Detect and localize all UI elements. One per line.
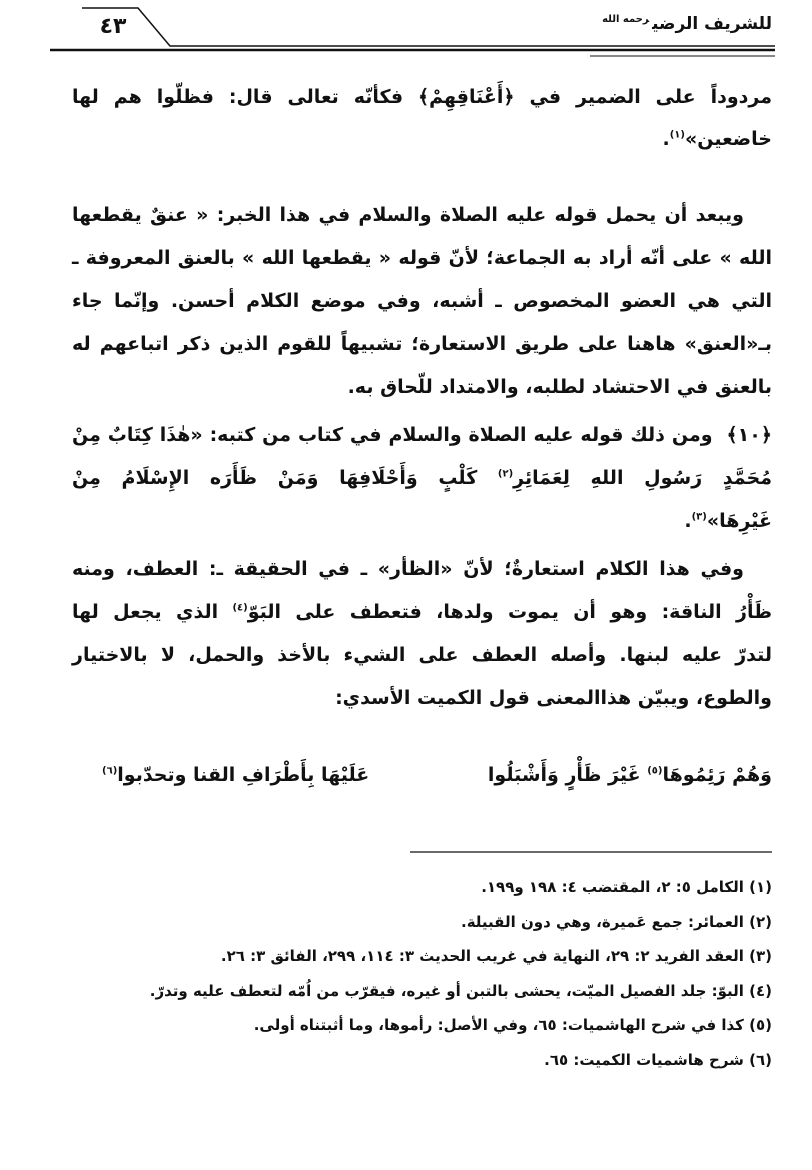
text-line bbox=[72, 372, 772, 402]
text-run: غَيْرَ ظَأْرٍ وَأَشْبَلُوا bbox=[487, 764, 648, 786]
footnote-marker: (٢) bbox=[497, 468, 514, 480]
footnote: (٤) البوّ: جلد الفصيل الميّت، يحشى بالتبن أو غيره، فيقرّب من اُمّه لتعطف عليه وتدرّ. bbox=[149, 981, 772, 1000]
text-line bbox=[72, 640, 772, 670]
text-line bbox=[72, 506, 772, 536]
footnote: (٥) كذا في شرح الهاشميات: ٦٥، وفي الأصل: رأموها، وما أثبتناه أولى. bbox=[253, 1016, 772, 1034]
text-line bbox=[72, 463, 772, 493]
text-line bbox=[72, 683, 772, 713]
text-run: كَلْبٍ وَأَحْلَافِهَا وَمَنْ ظَأَرَه الإِسْلَامُ مِنْ bbox=[72, 467, 498, 489]
text-line bbox=[72, 243, 772, 273]
text-run: بالعنق في الاحتشاد لطلبه، والامتداد للّحاق به. bbox=[347, 376, 772, 398]
text-run: الذي يجعل لها bbox=[72, 601, 233, 623]
text-run: . bbox=[662, 128, 670, 150]
text-run: مردوداً على الضمير في ﴿أَعْنَاقِهِمْ﴾ فكأنّه تعالى قال: فظلّوا هم لها bbox=[72, 86, 772, 108]
running-title-text: للشريف الرضي bbox=[652, 14, 772, 34]
text-line bbox=[72, 286, 772, 316]
text-line bbox=[72, 329, 772, 359]
footnote-marker: (٦) bbox=[102, 765, 118, 777]
footnote: (٢) العمائر: جمع عَميرة، وهي دون القبيلة. bbox=[461, 912, 772, 931]
text-run: والطوع، ويبيّن هذاالمعنى قول الكميت الأسدي: bbox=[335, 687, 772, 709]
text-run: الله » على أنّه أراد به الجماعة؛ لأنّ قوله « يقطعها الله » بالعنق المعروفة ـ bbox=[72, 247, 772, 269]
header-notch-rule bbox=[82, 8, 775, 46]
text-run: . bbox=[684, 510, 692, 532]
text-line bbox=[72, 82, 772, 112]
text-run: عَلَيْهَا بِأَطْرَافِ القنا وتحدّبوا bbox=[117, 764, 370, 786]
text-run: مُحَمَّدٍ رَسُولِ اللهِ لِعَمَائِرِ bbox=[513, 467, 772, 489]
text-run: وفي هذا الكلام استعارةٌ؛ لأنّ «الظأر» ـ في الحقيقة ـ: العطف، ومنه bbox=[72, 558, 744, 580]
honorific-glyph: رحمه الله bbox=[602, 14, 650, 26]
text-run: ومن ذلك قوله عليه الصلاة والسلام في كتاب من كتبه: «هٰذَا كِتَابٌ مِنْ bbox=[72, 424, 713, 446]
footnote-marker: (٤) bbox=[232, 602, 248, 614]
text-run: وَهُمْ رَئِمُوهَا bbox=[662, 764, 772, 786]
text-run: ويبعد أن يحمل قوله عليه الصلاة والسلام في هذا الخبر: « عنقٌ يقطعها bbox=[72, 204, 744, 226]
verse-first-hemistich bbox=[488, 760, 772, 790]
footnote: (٦) شرح هاشميات الكميت: ٦٥. bbox=[544, 1050, 772, 1069]
footnote-marker: (٣) bbox=[691, 511, 707, 523]
text-run: التي هي العضو المخصوص ـ أشبه، وفي موضع الكلام أحسن. وإنّما جاء bbox=[72, 290, 772, 312]
text-run: لتدرّ عليه لبنها. وأصله العطف على الشيء بالأخذ والحمل، لا بالاختيار bbox=[72, 644, 772, 666]
text-line bbox=[72, 554, 772, 584]
text-line bbox=[72, 124, 772, 154]
text-run: ظَأْرُ الناقة: وهو أن يموت ولدها، فتعطف على البَوّ bbox=[247, 601, 773, 623]
text-run: غَيْرِهَا» bbox=[706, 510, 772, 532]
footnote-marker: (٥) bbox=[647, 765, 663, 777]
text-line bbox=[72, 200, 772, 230]
footnote: (٣) العقد الفريد ٢: ٢٩، النهاية في غريب الحديث ٣: ١١٤، ٢٩٩، الفائق ٣: ٢٦. bbox=[220, 947, 772, 965]
page-number: ٤٣ bbox=[99, 14, 127, 39]
footnote: (١) الكامل ٥: ٢، المقتضب ٤: ١٩٨ و١٩٩. bbox=[481, 878, 772, 896]
text-run: بـ«العنق» هاهنا على طريق الاستعارة؛ تشبيهاً للقوم الذين ذكر اتباعهم له bbox=[72, 333, 772, 355]
text-run: خاضعين» bbox=[684, 128, 772, 150]
footnote-marker: (١) bbox=[669, 129, 685, 141]
verse-second-hemistich bbox=[102, 760, 369, 790]
text-line bbox=[72, 420, 772, 450]
section-number: ﴿١٠﴾ bbox=[726, 424, 772, 446]
text-line bbox=[72, 597, 772, 627]
